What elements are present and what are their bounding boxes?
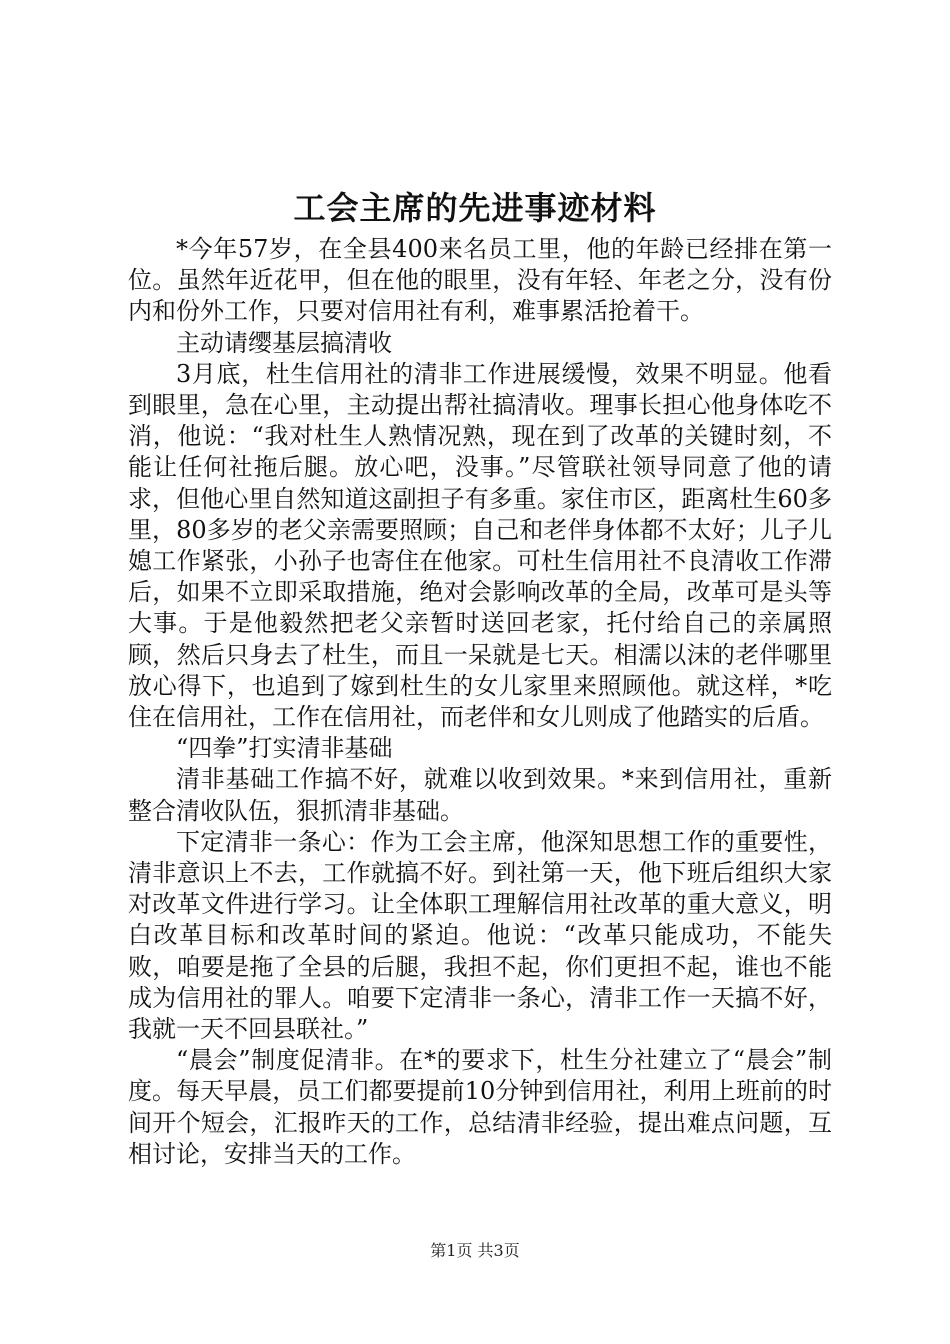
paragraph-foundation: 清非基础工作搞不好，就难以收到效果。*来到信用社，重新整合清收队伍，狠抓清非基础。 [128,765,832,825]
paragraph-intro: *今年57岁，在全县400来名员工里，他的年龄已经排在第一位。虽然年近花甲，但在他的眼里，没有年轻、年老之分，没有份内和份外工作，只要对信用社有利，难事累活抢着干。 [128,235,832,326]
section-heading-volunteer: 主动请缨基层搞清收 [176,328,392,357]
paragraph-determination: 下定清非一条心：作为工会主席，他深知思想工作的重要性，清非意识上不去，工作就搞不好。到社第一天，他下班后组织大家对改革文件进行学习。让全体职工理解信用社改革的重大意义，明白改革目标和改革时间的紧迫。他说：“改革只能成功，不能失败，咱要是拖了全县的后腿，我担不起，你们更担不起，谁也不能成为信用社的罪人。咱要下定清非一条心，清非工作一天搞不好，我就一天不回县联社。” [128,827,832,1044]
page-footer: 第1页 共3页 [430,1241,520,1260]
paragraph-morning-meeting: “晨会”制度促清非。在*的要求下，杜生分社建立了“晨会”制度。每天早晨，员工们都要提前10分钟到信用社，利用上班前的时间开个短会，汇报昨天的工作，总结清非经验，提出难点问题，互相讨论，安排当天的工作。 [128,1046,832,1168]
paragraph-dusheng-story: 3月底，杜生信用社的清非工作进展缓慢，效果不明显。他看到眼里，急在心里，主动提出帮社搞清收。理事长担心他身体吃不消，他说：“我对杜生人熟情况熟，现在到了改革的关键时刻，不能让任何社拖后腿。放心吧，没事。”尽管联社领导同意了他的请求，但他心里自然知道这副担子有多重。家住市区，距离杜生60多里，80多岁的老父亲需要照顾；自己和老伴身体都不太好；儿子儿媳工作紧张，小孙子也寄住在他家。可杜生信用社不良清收工作滞后，如果不立即采取措施，绝对会影响改革的全局，改革可是头等大事。于是他毅然把老父亲暂时送回老家，托付给自己的亲属照顾，然后只身去了杜生，而且一呆就是七天。相濡以沫的老伴哪里放心得下，也追到了嫁到杜生的女儿家里来照顾他。就这样，*吃住在信用社，工作在信用社，而老伴和女儿则成了他踏实的后盾。 [128,359,832,732]
section-heading-four-fists: “四拳”打实清非基础 [176,734,393,763]
document-body [128,234,832,1170]
document-title: 工会主席的先进事迹材料 [293,189,657,227]
